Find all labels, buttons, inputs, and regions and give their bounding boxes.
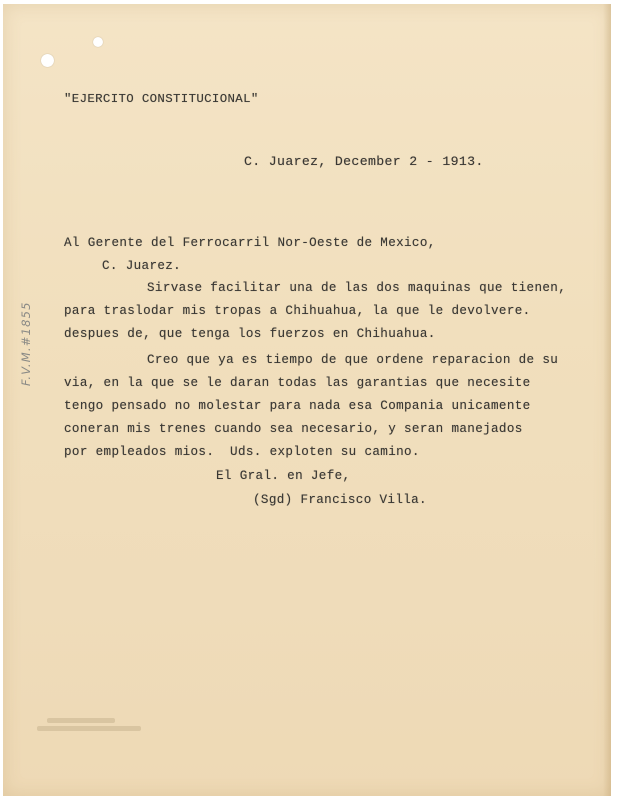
recipient-place: C. Juarez.	[102, 259, 182, 273]
letter-page	[3, 4, 611, 796]
body-line: coneran mis trenes cuando sea necesario, y seran manejados	[64, 422, 523, 436]
body-line: tengo pensado no molestar para nada esa Compania unicamente	[64, 399, 531, 413]
body-line: Sirvase facilitar una de las dos maquinas que tienen,	[147, 281, 567, 295]
signature-line: (Sgd) Francisco Villa.	[253, 493, 427, 507]
punch-hole	[41, 54, 54, 67]
closing-line: El Gral. en Jefe,	[216, 469, 351, 483]
letterhead: "EJERCITO CONSTITUCIONAL"	[64, 92, 259, 106]
body-line: despues de, que tenga los fuerzos en Chihuahua.	[64, 327, 436, 341]
body-line: via, en la que se le daran todas las garantias que necesite	[64, 376, 531, 390]
dateline: C. Juarez, December 2 - 1913.	[244, 154, 484, 169]
faded-archive-stamp	[37, 716, 155, 734]
stamp-mark	[47, 718, 115, 723]
paper-edge-shadow	[603, 4, 611, 796]
recipient-line: Al Gerente del Ferrocarril Nor-Oeste de Mexico,	[64, 236, 436, 250]
body-line: Creo que ya es tiempo de que ordene reparacion de su	[147, 353, 559, 367]
body-line: por empleados mios. Uds. exploten su camino.	[64, 445, 420, 459]
punch-hole	[93, 37, 103, 47]
stamp-mark	[37, 726, 141, 731]
body-line: para traslodar mis tropas a Chihuahua, la que le devolvere.	[64, 304, 531, 318]
margin-annotation: F.V.M.#1855	[19, 301, 33, 386]
